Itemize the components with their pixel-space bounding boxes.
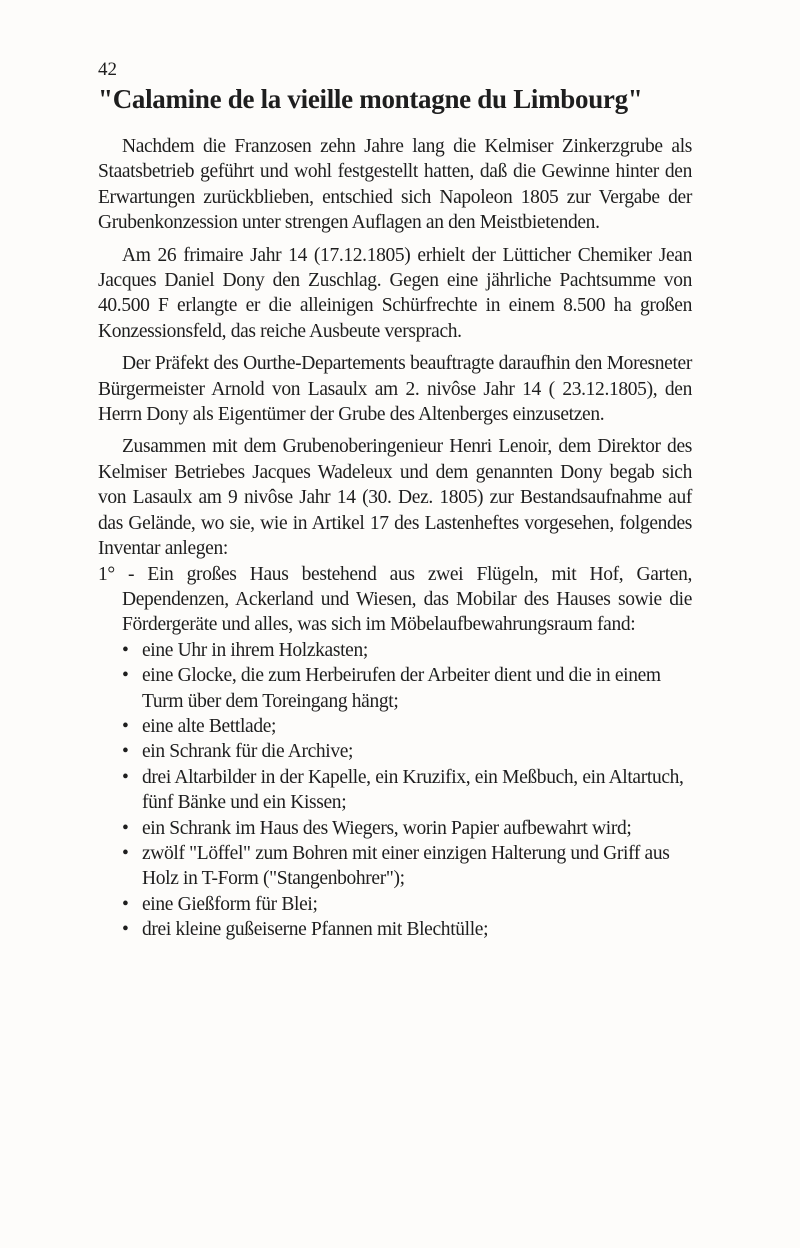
bullet-icon: • — [122, 715, 129, 737]
list-item: • ein Schrank für die Archive; — [122, 739, 692, 764]
inventory-item-1: 1° - Ein großes Haus bestehend aus zwei Flügeln, mit Hof, Garten, Dependenzen, Ackerland und Wiesen, das Mobilar des Hauses sowie die Fördergeräte und alles, was sich im Möbelaufbewahrungsraum fand: — [98, 563, 692, 636]
list-item: • eine Gießform für Blei; — [122, 892, 692, 917]
paragraph-1: Nachdem die Franzosen zehn Jahre lang die Kelmiser Zinkerzgrube als Staatsbetrieb geführt und wohl festgestellt hatten, daß die Gewinne hinter den Erwartungen zurückblieben, entschied sich Napoleon 1805 zur Vergabe der Grubenkonzession unter strengen Auflagen an den Meistbietenden. — [98, 136, 692, 234]
list-item: • zwölf "Löffel" zum Bohren mit einer einzigen Halterung und Griff aus Holz in T-Form ("Stangenbohrer"); — [122, 842, 670, 890]
document-page — [98, 58, 692, 943]
list-item: • eine Uhr in ihrem Holzkasten; — [122, 638, 692, 663]
list-item: • eine Glocke, die zum Herbeirufen der Arbeiter dient und die in einem Turm über dem Toreingang hängt; — [122, 665, 661, 712]
list-item: • eine alte Bettlade; — [122, 714, 692, 739]
bullet-icon: • — [122, 741, 129, 763]
list-item: • drei Altarbilder in der Kapelle, ein Kruzifix, ein Meßbuch, ein Altartuch, fünf Bänke und ein Kissen; — [122, 766, 684, 814]
page-number: 42 — [98, 59, 117, 80]
list-item: • ein Schrank im Haus des Wiegers, worin Papier aufbewahrt wird; — [122, 816, 692, 841]
inventory-list — [98, 638, 692, 943]
bullet-icon: • — [122, 842, 129, 864]
bullet-icon: • — [122, 893, 129, 915]
bullet-icon: • — [122, 639, 129, 661]
bullet-icon: • — [122, 919, 129, 941]
list-item: • drei kleine gußeiserne Pfannen mit Blechtülle; — [122, 917, 692, 942]
paragraph-3: Der Präfekt des Ourthe-Departements beauftragte daraufhin den Moresneter Bürgermeister Arnold von Lasaulx am 2. nivôse Jahr 14 ( 23.12.1805), den Herrn Dony als Eigentümer der Grube des Altenberges einzusetzen. — [98, 353, 692, 426]
paragraph-4: Zusammen mit dem Grubenoberingenieur Henri Lenoir, dem Direktor des Kelmiser Betriebes Jacques Wadeleux und dem genannten Dony begab sich von Lasaulx am 9 nivôse Jahr 14 (30. Dez. 1805) zur Bestandsaufnahme auf das Gelände, wo sie, wie in Artikel 17 des Lastenheftes vorgesehen, folgendes Inventar anlegen: — [98, 436, 692, 560]
paragraph-2: Am 26 frimaire Jahr 14 (17.12.1805) erhielt der Lütticher Chemiker Jean Jacques Daniel Dony den Zuschlag. Gegen eine jährliche Pachtsumme von 40.500 F erlangte er die alleinigen Schürfrechte in einem 8.500 ha großen Konzessionsfeld, das reiche Ausbeute versprach. — [98, 244, 692, 342]
bullet-icon: • — [122, 665, 129, 687]
page-title: "Calamine de la vieille montagne du Limbourg" — [98, 84, 643, 114]
bullet-icon: • — [122, 817, 129, 839]
bullet-icon: • — [122, 766, 129, 788]
